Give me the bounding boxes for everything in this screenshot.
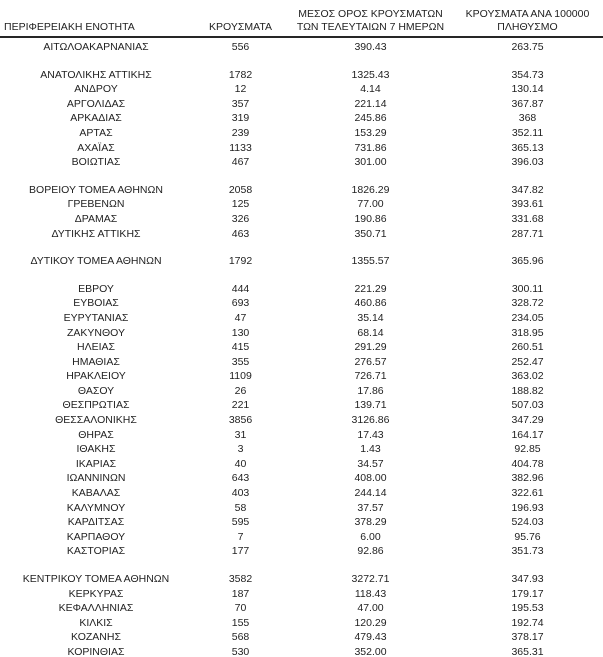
avg7-cell: 35.14	[357, 311, 384, 324]
per100k-cell: 252.47	[511, 355, 544, 368]
avg7-cell: 350.71	[354, 227, 387, 240]
table-row	[0, 486, 603, 501]
avg7-cell: 3272.71	[351, 573, 390, 585]
per100k-cell: 524.03	[511, 516, 544, 529]
per100k-cell: 287.71	[511, 227, 544, 240]
table-row	[0, 227, 603, 242]
region-name-cell: ΚΑΡΔΙΤΣΑΣ	[67, 516, 125, 529]
region-name-cell: ΒΟΡΕΙΟΥ ΤΟΜΕΑ ΑΘΗΝΩΝ	[29, 183, 163, 196]
cases-cell: 556	[231, 41, 250, 53]
region-name-cell: ΘΗΡΑΣ	[78, 428, 114, 441]
cases-cell: 530	[231, 645, 250, 657]
cases-cell: 1792	[228, 255, 253, 268]
table-row	[0, 471, 603, 486]
region-name-cell: ΚΕΡΚΥΡΑΣ	[68, 587, 124, 600]
avg7-cell: 1826.29	[351, 183, 390, 196]
table-row	[0, 326, 603, 341]
avg7-cell: 1325.43	[351, 68, 390, 81]
avg7-cell: 244.14	[354, 487, 387, 500]
cases-cell: 26	[234, 384, 247, 397]
table-row	[0, 37, 603, 55]
cases-cell: 40	[234, 457, 247, 470]
per100k-cell: 363.02	[511, 370, 544, 383]
table-row	[0, 515, 603, 530]
avg7-cell: 77.00	[357, 198, 384, 211]
cases-cell: 643	[231, 472, 250, 485]
region-name-cell: ΘΕΣΣΑΛΟΝΙΚΗΣ	[55, 414, 137, 427]
avg7-cell: 291.29	[354, 341, 387, 354]
table-row	[0, 296, 603, 311]
table-row	[0, 269, 603, 297]
table-row	[0, 55, 603, 83]
avg7-cell: 68.14	[357, 326, 384, 339]
cases-cell: 239	[231, 126, 250, 139]
per100k-cell: 393.61	[511, 198, 544, 211]
avg7-cell: 92.86	[357, 545, 384, 558]
per100k-cell: 263.75	[511, 41, 544, 53]
table-row	[0, 111, 603, 126]
avg7-cell: 17.43	[357, 428, 384, 441]
table-row	[0, 645, 603, 657]
avg7-cell: 6.00	[360, 530, 381, 543]
region-name-cell: ΕΥΡΥΤΑΝΙΑΣ	[63, 311, 129, 324]
cases-cell: 444	[231, 282, 250, 295]
avg7-cell: 276.57	[354, 355, 387, 368]
region-name-cell: ΚΕΦΑΛΛΗΝΙΑΣ	[58, 602, 134, 615]
table-row	[0, 501, 603, 516]
per100k-cell: 300.11	[511, 282, 544, 295]
avg7-cell: 408.00	[354, 472, 387, 485]
cases-cell: 7	[237, 530, 244, 543]
avg7-cell: 479.43	[354, 631, 387, 644]
per100k-cell: 365.13	[511, 141, 544, 154]
region-name-cell: ΚΟΡΙΝΘΙΑΣ	[67, 645, 125, 657]
table-row	[0, 587, 603, 602]
per100k-cell: 318.95	[511, 326, 544, 339]
avg7-cell: 390.43	[354, 41, 387, 53]
avg7-cell: 221.14	[354, 97, 387, 110]
region-name-cell: ΚΑΛΥΜΝΟΥ	[66, 501, 126, 514]
region-name-cell: ΑΙΤΩΛΟΑΚΑΡΝΑΝΙΑΣ	[43, 41, 149, 53]
region-name-cell: ΘΑΣΟΥ	[77, 384, 115, 397]
region-name-cell: ΒΟΙΩΤΙΑΣ	[71, 156, 121, 169]
region-name-cell: ΗΛΕΙΑΣ	[76, 341, 115, 354]
per100k-cell: 354.73	[511, 68, 544, 81]
per100k-cell: 195.53	[511, 602, 544, 615]
region-name-cell: ΚΟΖΑΝΗΣ	[71, 631, 121, 644]
table-row	[0, 413, 603, 428]
avg7-cell: 378.29	[354, 516, 387, 529]
table-row	[0, 369, 603, 384]
table-row	[0, 197, 603, 212]
per100k-cell: 188.82	[511, 384, 544, 397]
table-row	[0, 616, 603, 631]
per100k-cell: 92.85	[514, 443, 541, 456]
avg7-cell: 460.86	[354, 297, 387, 310]
avg7-cell: 352.00	[354, 645, 387, 657]
avg7-cell: 153.29	[354, 126, 387, 139]
table-row	[0, 530, 603, 545]
cases-cell: 125	[231, 198, 250, 211]
avg7-cell: 221.29	[354, 282, 387, 295]
cases-cell: 221	[231, 399, 250, 412]
region-name-cell: ΑΝΑΤΟΛΙΚΗΣ ΑΤΤΙΚΗΣ	[40, 68, 152, 81]
region-name-cell: ΔΥΤΙΚΗΣ ΑΤΤΙΚΗΣ	[51, 227, 141, 240]
avg7-cell: 139.71	[354, 399, 387, 412]
per100k-cell: 234.05	[511, 311, 544, 324]
cases-cell: 155	[231, 616, 250, 629]
region-name-cell: ΑΡΚΑΔΙΑΣ	[70, 112, 122, 125]
region-name-cell: ΙΘΑΚΗΣ	[76, 443, 116, 456]
region-name-cell: ΕΒΡΟΥ	[78, 282, 114, 295]
per100k-cell: 347.82	[511, 183, 544, 196]
avg7-cell: 4.14	[360, 83, 381, 96]
cases-cell: 47	[234, 311, 247, 324]
region-name-cell: ΚΑΡΠΑΘΟΥ	[66, 530, 126, 543]
per100k-cell: 164.17	[511, 428, 544, 441]
per100k-cell: 192.74	[511, 616, 544, 629]
cases-cell: 3	[237, 443, 244, 456]
avg7-cell: 120.29	[354, 616, 387, 629]
per100k-cell: 365.96	[511, 255, 544, 268]
cases-cell: 415	[231, 341, 250, 354]
avg7-cell: 245.86	[354, 112, 387, 125]
table-row	[0, 241, 603, 269]
avg7-cell: 190.86	[354, 212, 387, 225]
avg7-cell: 1355.57	[351, 255, 390, 268]
region-name-cell: ΙΩΑΝΝΙΝΩΝ	[66, 472, 126, 485]
table-row	[0, 155, 603, 170]
region-name-cell: ΗΜΑΘΙΑΣ	[72, 355, 120, 368]
cases-cell: 177	[231, 545, 250, 558]
cases-cell: 12	[234, 83, 247, 96]
per100k-cell: 351.73	[511, 545, 544, 558]
cases-cell: 31	[234, 428, 247, 441]
per100k-cell: 179.17	[511, 587, 544, 600]
cases-cell: 1782	[228, 68, 253, 81]
region-name-cell: ΑΧΑΪΑΣ	[77, 141, 115, 154]
per100k-cell: 196.93	[511, 501, 544, 514]
cases-cell: 467	[231, 156, 250, 169]
table-row	[0, 428, 603, 443]
avg7-cell: 34.57	[357, 457, 384, 470]
per100k-cell: 331.68	[511, 212, 544, 225]
cases-cell: 1109	[229, 370, 252, 383]
table-row	[0, 311, 603, 326]
region-name-cell: ΘΕΣΠΡΩΤΙΑΣ	[62, 399, 130, 412]
region-name-cell: ΔΡΑΜΑΣ	[74, 212, 118, 225]
per100k-cell: 95.76	[514, 530, 541, 543]
region-name-cell: ΑΝΔΡΟΥ	[74, 83, 118, 96]
table-row	[0, 384, 603, 399]
cases-cell: 3856	[228, 414, 253, 427]
per100k-cell: 367.87	[511, 97, 544, 110]
cases-cell: 58	[234, 501, 247, 514]
region-name-cell: ΚΙΛΚΙΣ	[79, 616, 113, 629]
region-name-cell: ΑΡΓΟΛΙΔΑΣ	[66, 97, 126, 110]
region-name-cell: ΗΡΑΚΛΕΙΟΥ	[66, 370, 126, 383]
header-per100k: ΚΡΟΥΣΜΑΤΑ ΑΝΑ 100000 ΠΛΗΘΥΣΜΟ	[452, 0, 603, 37]
table-row	[0, 355, 603, 370]
region-name-cell: ΕΥΒΟΙΑΣ	[73, 297, 119, 310]
cases-cell: 187	[231, 587, 250, 600]
table-row	[0, 559, 603, 587]
avg7-cell: 3126.86	[351, 414, 390, 427]
region-name-cell: ΑΡΤΑΣ	[79, 126, 113, 139]
region-name-cell: ΚΑΒΑΛΑΣ	[71, 487, 121, 500]
region-name-cell: ΔΥΤΙΚΟΥ ΤΟΜΕΑ ΑΘΗΝΩΝ	[30, 255, 162, 268]
table-row	[0, 544, 603, 559]
cases-cell: 3582	[228, 573, 253, 585]
avg7-cell: 301.00	[354, 156, 387, 169]
region-name-cell: ΚΑΣΤΟΡΙΑΣ	[66, 545, 126, 558]
per100k-cell: 322.61	[511, 487, 544, 500]
table-row	[0, 340, 603, 355]
per100k-cell: 507.03	[511, 399, 544, 412]
table-row	[0, 630, 603, 645]
avg7-cell: 37.57	[357, 501, 384, 514]
per100k-cell: 365.31	[511, 645, 544, 657]
per100k-cell: 396.03	[511, 156, 544, 169]
cases-cell: 355	[231, 355, 250, 368]
cases-cell: 326	[231, 212, 250, 225]
cases-cell: 595	[231, 516, 250, 529]
cases-cell: 463	[231, 227, 250, 240]
cases-cell: 130	[231, 326, 250, 339]
avg7-cell: 726.71	[354, 370, 387, 383]
table-row	[0, 442, 603, 457]
cases-cell: 568	[231, 631, 250, 644]
region-name-cell: ΚΕΝΤΡΙΚΟΥ ΤΟΜΕΑ ΑΘΗΝΩΝ	[22, 573, 170, 585]
table-body	[0, 37, 603, 657]
avg7-cell: 731.86	[354, 141, 387, 154]
per100k-cell: 260.51	[511, 341, 544, 354]
cases-cell: 693	[231, 297, 250, 310]
cases-cell: 70	[234, 602, 247, 615]
region-name-cell: ΓΡΕΒΕΝΩΝ	[67, 198, 125, 211]
region-name-cell: ΙΚΑΡΙΑΣ	[75, 457, 117, 470]
cases-cell: 403	[231, 487, 250, 500]
per100k-cell: 352.11	[511, 126, 544, 139]
table-row	[0, 170, 603, 198]
avg7-cell: 47.00	[357, 602, 384, 615]
table-row	[0, 212, 603, 227]
table-row	[0, 601, 603, 616]
header-region: ΠΕΡΙΦΕΡΕΙΑΚΗ ΕΝΟΤΗΤΑ	[0, 0, 192, 37]
per100k-cell: 404.78	[511, 457, 544, 470]
per100k-cell: 130.14	[511, 83, 544, 96]
per100k-cell: 368	[518, 112, 537, 125]
avg7-cell: 118.43	[354, 587, 387, 600]
region-name-cell: ΖΑΚΥΝΘΟΥ	[66, 326, 125, 339]
header-row	[0, 0, 603, 37]
table-row	[0, 141, 603, 156]
cases-cell: 319	[231, 112, 250, 125]
cases-cell: 357	[231, 97, 250, 110]
avg7-cell: 1.43	[360, 443, 381, 456]
cases-cell: 2058	[228, 183, 253, 196]
table-row	[0, 82, 603, 97]
avg7-cell: 17.86	[357, 384, 384, 397]
table-row	[0, 97, 603, 112]
table-row	[0, 398, 603, 413]
header-avg7: ΜΕΣΟΣ ΟΡΟΣ ΚΡΟΥΣΜΑΤΩΝ ΤΩΝ ΤΕΛΕΥΤΑΙΩΝ 7 ΗΜΕΡΩΝ	[289, 0, 452, 37]
per100k-cell: 328.72	[511, 297, 544, 310]
cases-cell: 1133	[229, 141, 252, 154]
per100k-cell: 378.17	[511, 631, 544, 644]
table-row	[0, 126, 603, 141]
table-header	[0, 0, 603, 37]
header-cases: ΚΡΟΥΣΜΑΤΑ	[192, 0, 289, 37]
per100k-cell: 347.29	[511, 414, 544, 427]
per100k-cell: 347.93	[511, 573, 544, 585]
per100k-cell: 382.96	[511, 472, 544, 485]
table-row	[0, 457, 603, 472]
